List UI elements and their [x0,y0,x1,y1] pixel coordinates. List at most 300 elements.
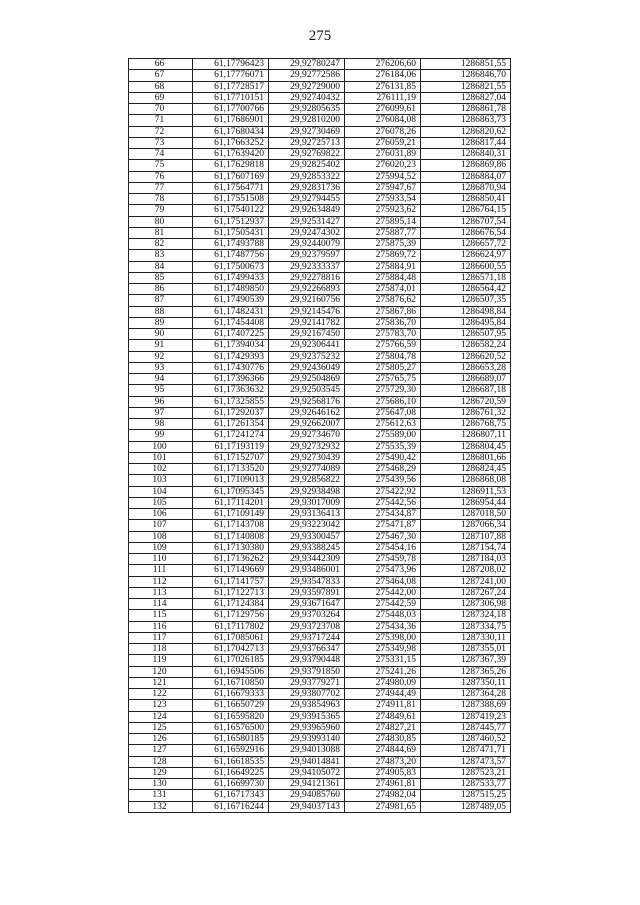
point-number-cell: 95 [129,385,193,396]
y-coordinate-cell: 1286869,86 [421,160,511,171]
point-number-cell: 113 [129,587,193,598]
longitude-cell: 29,92646162 [269,407,345,418]
x-coordinate-cell: 275422,92 [345,486,421,497]
point-number-cell: 97 [129,407,193,418]
latitude-cell: 61,17394034 [193,340,269,351]
table-row [129,734,511,745]
x-coordinate-cell: 276059,21 [345,137,421,148]
point-number-cell: 92 [129,351,193,362]
latitude-cell: 61,17487756 [193,250,269,261]
x-coordinate-cell: 275647,08 [345,407,421,418]
table-row [129,497,511,508]
y-coordinate-cell: 1286653,28 [421,362,511,373]
point-number-cell: 112 [129,576,193,587]
point-number-cell: 66 [129,59,193,70]
latitude-cell: 61,17710151 [193,92,269,103]
latitude-cell: 61,17551508 [193,194,269,205]
y-coordinate-cell: 1286768,75 [421,419,511,430]
latitude-cell: 61,17152707 [193,452,269,463]
table-row [129,779,511,790]
table-row [129,306,511,317]
y-coordinate-cell: 1287334,75 [421,621,511,632]
x-coordinate-cell: 275448,03 [345,610,421,621]
y-coordinate-cell: 1287473,57 [421,756,511,767]
longitude-cell: 29,92278816 [269,272,345,283]
longitude-cell: 29,92503545 [269,385,345,396]
x-coordinate-cell: 275442,59 [345,599,421,610]
longitude-cell: 29,92831736 [269,182,345,193]
point-number-cell: 111 [129,565,193,576]
longitude-cell: 29,93300457 [269,531,345,542]
x-coordinate-cell: 275464,08 [345,576,421,587]
x-coordinate-cell: 275874,01 [345,284,421,295]
table-row [129,486,511,497]
table-row [129,621,511,632]
y-coordinate-cell: 1286861,78 [421,104,511,115]
latitude-cell: 61,17261354 [193,419,269,430]
point-number-cell: 67 [129,70,193,81]
y-coordinate-cell: 1286870,94 [421,182,511,193]
table-row [129,554,511,565]
table-row [129,700,511,711]
table-row [129,475,511,486]
longitude-cell: 29,94105072 [269,767,345,778]
table-row [129,160,511,171]
latitude-cell: 61,17639420 [193,149,269,160]
y-coordinate-cell: 1286657,72 [421,239,511,250]
x-coordinate-cell: 275947,67 [345,182,421,193]
point-number-cell: 118 [129,644,193,655]
x-coordinate-cell: 274844,69 [345,745,421,756]
y-coordinate-cell: 1287445,77 [421,722,511,733]
point-number-cell: 129 [129,767,193,778]
point-number-cell: 82 [129,239,193,250]
longitude-cell: 29,93717244 [269,632,345,643]
table-row [129,790,511,801]
longitude-cell: 29,92805635 [269,104,345,115]
y-coordinate-cell: 1287330,11 [421,632,511,643]
latitude-cell: 61,16679333 [193,689,269,700]
table-row [129,531,511,542]
y-coordinate-cell: 1287066,34 [421,520,511,531]
table-row [129,419,511,430]
point-number-cell: 85 [129,272,193,283]
table-row [129,329,511,340]
point-number-cell: 103 [129,475,193,486]
table-row [129,542,511,553]
longitude-cell: 29,92730439 [269,452,345,463]
x-coordinate-cell: 275765,75 [345,374,421,385]
point-number-cell: 122 [129,689,193,700]
latitude-cell: 61,17241274 [193,430,269,441]
x-coordinate-cell: 275589,00 [345,430,421,441]
x-coordinate-cell: 276111,19 [345,92,421,103]
table-row [129,464,511,475]
y-coordinate-cell: 1286884,07 [421,171,511,182]
longitude-cell: 29,94085760 [269,790,345,801]
table-row [129,227,511,238]
latitude-cell: 61,17363632 [193,385,269,396]
table-row [129,756,511,767]
table-row [129,374,511,385]
x-coordinate-cell: 274827,21 [345,722,421,733]
x-coordinate-cell: 276131,85 [345,81,421,92]
y-coordinate-cell: 1286840,31 [421,149,511,160]
longitude-cell: 29,92504869 [269,374,345,385]
point-number-cell: 74 [129,149,193,160]
table-row [129,340,511,351]
point-number-cell: 115 [129,610,193,621]
longitude-cell: 29,92810200 [269,115,345,126]
x-coordinate-cell: 276084,08 [345,115,421,126]
longitude-cell: 29,92825402 [269,160,345,171]
latitude-cell: 61,17193119 [193,441,269,452]
latitude-cell: 61,17680434 [193,126,269,137]
longitude-cell: 29,92734670 [269,430,345,441]
x-coordinate-cell: 274944,49 [345,689,421,700]
table-row [129,239,511,250]
longitude-cell: 29,93993140 [269,734,345,745]
latitude-cell: 61,17796423 [193,59,269,70]
longitude-cell: 29,93547833 [269,576,345,587]
latitude-cell: 61,17429393 [193,351,269,362]
longitude-cell: 29,93703264 [269,610,345,621]
y-coordinate-cell: 1286824,45 [421,464,511,475]
x-coordinate-cell: 275442,00 [345,587,421,598]
y-coordinate-cell: 1286624,97 [421,250,511,261]
x-coordinate-cell: 275869,72 [345,250,421,261]
table-row [129,205,511,216]
latitude-cell: 61,17686901 [193,115,269,126]
table-row [129,565,511,576]
table-row [129,351,511,362]
y-coordinate-cell: 1287267,24 [421,587,511,598]
point-number-cell: 107 [129,520,193,531]
longitude-cell: 29,92333337 [269,261,345,272]
y-coordinate-cell: 1287350,11 [421,677,511,688]
latitude-cell: 61,17482431 [193,306,269,317]
latitude-cell: 61,17117802 [193,621,269,632]
point-number-cell: 89 [129,317,193,328]
point-number-cell: 119 [129,655,193,666]
point-number-cell: 94 [129,374,193,385]
longitude-cell: 29,92379597 [269,250,345,261]
point-number-cell: 98 [129,419,193,430]
table-row [129,115,511,126]
point-number-cell: 80 [129,216,193,227]
longitude-cell: 29,92780247 [269,59,345,70]
x-coordinate-cell: 275766,59 [345,340,421,351]
x-coordinate-cell: 274911,81 [345,700,421,711]
latitude-cell: 61,17540122 [193,205,269,216]
latitude-cell: 61,17505431 [193,227,269,238]
y-coordinate-cell: 1286761,32 [421,407,511,418]
y-coordinate-cell: 1287515,25 [421,790,511,801]
latitude-cell: 61,17140808 [193,531,269,542]
y-coordinate-cell: 1286571,18 [421,272,511,283]
point-number-cell: 83 [129,250,193,261]
y-coordinate-cell: 1286846,70 [421,70,511,81]
longitude-cell: 29,93791850 [269,666,345,677]
point-number-cell: 81 [129,227,193,238]
latitude-cell: 61,17292037 [193,407,269,418]
x-coordinate-cell: 275459,78 [345,554,421,565]
table-row [129,666,511,677]
longitude-cell: 29,93671647 [269,599,345,610]
point-number-cell: 116 [129,621,193,632]
y-coordinate-cell: 1286821,55 [421,81,511,92]
y-coordinate-cell: 1286827,04 [421,92,511,103]
latitude-cell: 61,17109013 [193,475,269,486]
table-row [129,182,511,193]
table-row [129,587,511,598]
x-coordinate-cell: 275923,62 [345,205,421,216]
point-number-cell: 86 [129,284,193,295]
point-number-cell: 90 [129,329,193,340]
y-coordinate-cell: 1287419,23 [421,711,511,722]
y-coordinate-cell: 1286507,35 [421,295,511,306]
longitude-cell: 29,93723708 [269,621,345,632]
table-row [129,767,511,778]
latitude-cell: 61,17143708 [193,520,269,531]
x-coordinate-cell: 275434,87 [345,509,421,520]
latitude-cell: 61,17493788 [193,239,269,250]
latitude-cell: 61,17114201 [193,497,269,508]
y-coordinate-cell: 1286689,07 [421,374,511,385]
y-coordinate-cell: 1287241,00 [421,576,511,587]
longitude-cell: 29,92853322 [269,171,345,182]
table-row [129,677,511,688]
longitude-cell: 29,93486001 [269,565,345,576]
page-number: 275 [308,28,332,44]
longitude-cell: 29,93790448 [269,655,345,666]
x-coordinate-cell: 275884,48 [345,272,421,283]
y-coordinate-cell: 1286720,59 [421,396,511,407]
longitude-cell: 29,93915365 [269,711,345,722]
x-coordinate-cell: 275612,63 [345,419,421,430]
y-coordinate-cell: 1286801,66 [421,452,511,463]
y-coordinate-cell: 1287460,52 [421,734,511,745]
point-number-cell: 71 [129,115,193,126]
y-coordinate-cell: 1286764,15 [421,205,511,216]
latitude-cell: 61,17129756 [193,610,269,621]
longitude-cell: 29,92266893 [269,284,345,295]
latitude-cell: 61,17042713 [193,644,269,655]
point-number-cell: 78 [129,194,193,205]
latitude-cell: 61,17430776 [193,362,269,373]
y-coordinate-cell: 1287471,71 [421,745,511,756]
table-row [129,745,511,756]
point-number-cell: 99 [129,430,193,441]
x-coordinate-cell: 275454,16 [345,542,421,553]
point-number-cell: 132 [129,801,193,812]
x-coordinate-cell: 275783,70 [345,329,421,340]
table-row [129,407,511,418]
point-number-cell: 68 [129,81,193,92]
latitude-cell: 61,17085061 [193,632,269,643]
point-number-cell: 72 [129,126,193,137]
y-coordinate-cell: 1287365,26 [421,666,511,677]
table-row [129,396,511,407]
point-number-cell: 79 [129,205,193,216]
longitude-cell: 29,94121361 [269,779,345,790]
point-number-cell: 131 [129,790,193,801]
y-coordinate-cell: 1287107,88 [421,531,511,542]
longitude-cell: 29,92729000 [269,81,345,92]
x-coordinate-cell: 276099,61 [345,104,421,115]
point-number-cell: 88 [129,306,193,317]
y-coordinate-cell: 1287018,50 [421,509,511,520]
y-coordinate-cell: 1287324,18 [421,610,511,621]
longitude-cell: 29,92436049 [269,362,345,373]
longitude-cell: 29,92740432 [269,92,345,103]
x-coordinate-cell: 275442,56 [345,497,421,508]
latitude-cell: 61,17776071 [193,70,269,81]
longitude-cell: 29,93136413 [269,509,345,520]
point-number-cell: 124 [129,711,193,722]
table-row [129,509,511,520]
y-coordinate-cell: 1286620,52 [421,351,511,362]
x-coordinate-cell: 275471,87 [345,520,421,531]
y-coordinate-cell: 1286804,45 [421,441,511,452]
x-coordinate-cell: 275241,26 [345,666,421,677]
point-number-cell: 104 [129,486,193,497]
table-row [129,295,511,306]
longitude-cell: 29,92167450 [269,329,345,340]
point-number-cell: 120 [129,666,193,677]
latitude-cell: 61,17095345 [193,486,269,497]
y-coordinate-cell: 1286817,44 [421,137,511,148]
x-coordinate-cell: 275804,78 [345,351,421,362]
table-row [129,576,511,587]
point-number-cell: 70 [129,104,193,115]
point-number-cell: 117 [129,632,193,643]
table-row [129,722,511,733]
x-coordinate-cell: 275349,98 [345,644,421,655]
x-coordinate-cell: 276020,23 [345,160,421,171]
latitude-cell: 61,17728517 [193,81,269,92]
latitude-cell: 61,17149669 [193,565,269,576]
point-number-cell: 101 [129,452,193,463]
y-coordinate-cell: 1287208,02 [421,565,511,576]
y-coordinate-cell: 1287388,69 [421,700,511,711]
point-number-cell: 114 [129,599,193,610]
y-coordinate-cell: 1286707,54 [421,216,511,227]
latitude-cell: 61,17141757 [193,576,269,587]
table-row [129,194,511,205]
point-number-cell: 125 [129,722,193,733]
latitude-cell: 61,16649225 [193,767,269,778]
table-row [129,689,511,700]
latitude-cell: 61,17136262 [193,554,269,565]
latitude-cell: 61,16716244 [193,801,269,812]
point-number-cell: 75 [129,160,193,171]
table-row [129,70,511,81]
x-coordinate-cell: 274982,04 [345,790,421,801]
latitude-cell: 61,16945506 [193,666,269,677]
longitude-cell: 29,92772586 [269,70,345,81]
x-coordinate-cell: 275884,91 [345,261,421,272]
latitude-cell: 61,17700766 [193,104,269,115]
y-coordinate-cell: 1286676,54 [421,227,511,238]
table-row [129,171,511,182]
table-row [129,92,511,103]
x-coordinate-cell: 275895,14 [345,216,421,227]
table-row [129,801,511,812]
point-number-cell: 121 [129,677,193,688]
point-number-cell: 105 [129,497,193,508]
latitude-cell: 61,17396366 [193,374,269,385]
y-coordinate-cell: 1287184,03 [421,554,511,565]
longitude-cell: 29,94037143 [269,801,345,812]
y-coordinate-cell: 1286851,55 [421,59,511,70]
point-number-cell: 84 [129,261,193,272]
point-number-cell: 96 [129,396,193,407]
longitude-cell: 29,92730469 [269,126,345,137]
latitude-cell: 61,17130380 [193,542,269,553]
table-row [129,250,511,261]
longitude-cell: 29,92725713 [269,137,345,148]
longitude-cell: 29,92141782 [269,317,345,328]
y-coordinate-cell: 1286600,55 [421,261,511,272]
x-coordinate-cell: 274905,83 [345,767,421,778]
x-coordinate-cell: 274873,20 [345,756,421,767]
y-coordinate-cell: 1287367,39 [421,655,511,666]
longitude-cell: 29,92375232 [269,351,345,362]
latitude-cell: 61,16650729 [193,700,269,711]
y-coordinate-cell: 1287523,21 [421,767,511,778]
longitude-cell: 29,92769822 [269,149,345,160]
latitude-cell: 61,17407225 [193,329,269,340]
latitude-cell: 61,17663252 [193,137,269,148]
longitude-cell: 29,94014841 [269,756,345,767]
x-coordinate-cell: 275490,42 [345,452,421,463]
point-number-cell: 69 [129,92,193,103]
latitude-cell: 61,17026185 [193,655,269,666]
latitude-cell: 61,16618535 [193,756,269,767]
table-row [129,104,511,115]
latitude-cell: 61,17133520 [193,464,269,475]
table-row [129,59,511,70]
longitude-cell: 29,92774089 [269,464,345,475]
point-number-cell: 73 [129,137,193,148]
point-number-cell: 102 [129,464,193,475]
point-number-cell: 106 [129,509,193,520]
latitude-cell: 61,16595820 [193,711,269,722]
x-coordinate-cell: 275439,56 [345,475,421,486]
y-coordinate-cell: 1287306,98 [421,599,511,610]
x-coordinate-cell: 275686,10 [345,396,421,407]
y-coordinate-cell: 1286495,84 [421,317,511,328]
table-row [129,284,511,295]
y-coordinate-cell: 1286911,53 [421,486,511,497]
latitude-cell: 61,17564771 [193,182,269,193]
x-coordinate-cell: 275876,62 [345,295,421,306]
point-number-cell: 76 [129,171,193,182]
point-number-cell: 91 [129,340,193,351]
y-coordinate-cell: 1286863,73 [421,115,511,126]
y-coordinate-cell: 1287355,01 [421,644,511,655]
coordinates-table [128,58,511,813]
latitude-cell: 61,16699730 [193,779,269,790]
longitude-cell: 29,92474302 [269,227,345,238]
y-coordinate-cell: 1286687,18 [421,385,511,396]
longitude-cell: 29,93442309 [269,554,345,565]
latitude-cell: 61,17454408 [193,317,269,328]
longitude-cell: 29,92732932 [269,441,345,452]
table-row [129,711,511,722]
x-coordinate-cell: 275729,30 [345,385,421,396]
